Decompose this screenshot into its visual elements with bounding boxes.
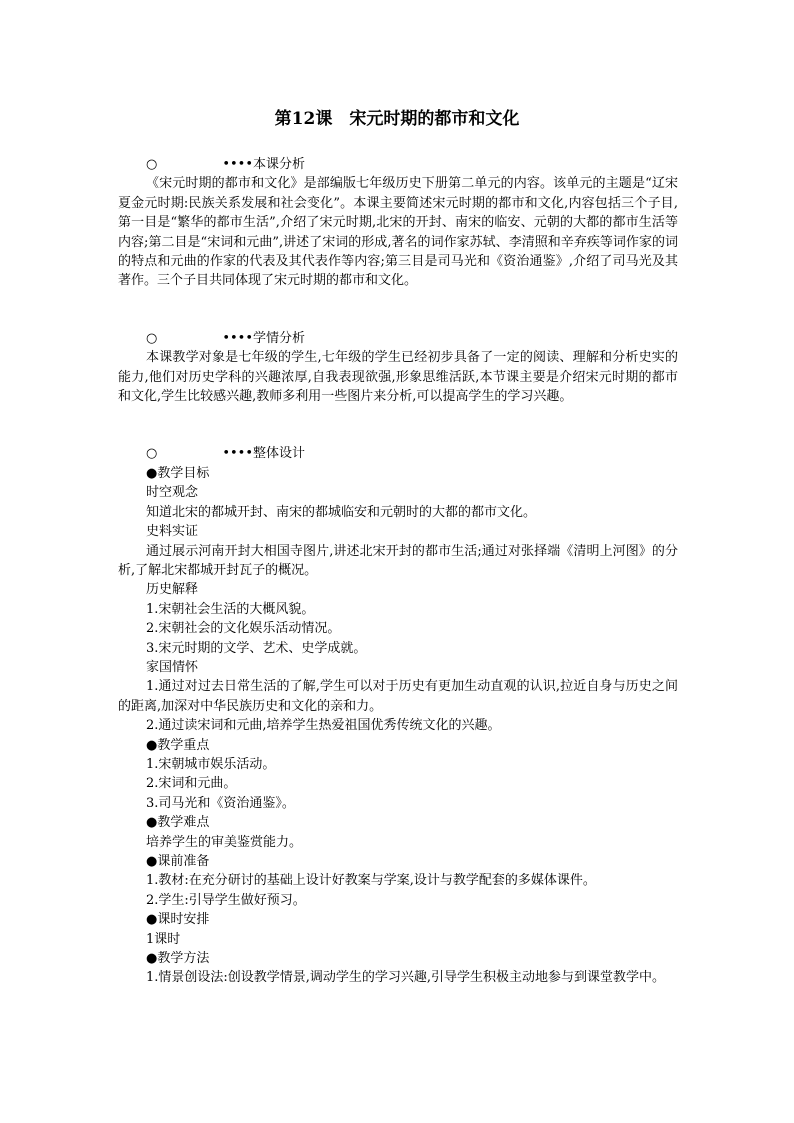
student-analysis-paragraph: 本课教学对象是七年级的学生,七年级的学生已经初步具备了一定的阅读、理解和分析史实的能力,他们对历史学科的兴趣浓厚,自我表现欲强,形象思维活跃,本节课主要是介绍宋元时期的都市和文化,学生比较感兴趣,教师多利用一些图片来分析,可以提高学生的学习兴趣。 — [118, 350, 678, 405]
goal-text: 通过展示河南开封大相国寺图片,讲述北宋开封的都市生活;通过对张择端《清明上河图》的分析,了解北宋都城开封瓦子的概况。 — [118, 543, 678, 578]
list-item: 1.宋朝社会生活的大概风貌。 — [146, 601, 315, 617]
section-heading-overall-design: ○ ••••整体设计 — [146, 446, 306, 462]
subheading-teaching-goals: ●教学目标 — [146, 465, 210, 481]
goal-label-interpretation: 历史解释 — [146, 582, 199, 598]
list-item: 1.情景创设法:创设教学情景,调动学生的学习兴趣,引导学生积极主动地参与到课堂教学中。 — [146, 970, 666, 986]
lesson-analysis-paragraph: 《宋元时期的都市和文化》是部编版七年级历史下册第二单元的内容。该单元的主题是“辽宋夏金元时期:民族关系发展和社会变化”。本课主要简述宋元时期的都市和文化,内容包括三个子目,第一目是“繁华的都市生活”,介绍了宋元时期,北宋的开封、南宋的临安、元朝的大都的都市生活等内容;第二目是“宋词和元曲”,讲述了宋词的形成,著名的词作家苏轼、李清照和辛弃疾等词作家的词的特点和元曲的作家的代表及其代表作等内容;第三目是司马光和《资治通鉴》,介绍了司马光及其著作。三个子目共同体现了宋元时期的都市和文化。 — [118, 176, 678, 289]
lesson-title: 第12课 宋元时期的都市和文化 — [274, 109, 520, 129]
list-item: 3.宋元时期的文学、艺术、史学成就。 — [146, 640, 367, 656]
list-item: 2.学生:引导学生做好预习。 — [146, 892, 306, 908]
goal-text: 知道北宋的都城开封、南宋的都城临安和元朝时的大都的都市文化。 — [146, 504, 537, 520]
document-body — [118, 155, 678, 988]
subheading-key-points: ●教学重点 — [146, 737, 210, 753]
goal-label-patriotism: 家国情怀 — [146, 659, 199, 675]
list-item: 2.通过读宋词和元曲,培养学生热爱祖国优秀传统文化的兴趣。 — [146, 718, 501, 734]
section-heading-student-analysis: ○ ••••学情分析 — [146, 330, 306, 346]
list-item: 2.宋朝社会的文化娱乐活动情况。 — [146, 621, 341, 637]
section-heading-lesson-analysis: ○ ••••本课分析 — [146, 157, 306, 172]
subheading-difficulties: ●教学难点 — [146, 815, 210, 831]
goal-label-space-time: 时空观念 — [146, 485, 199, 501]
difficulty-text: 培养学生的审美鉴赏能力。 — [146, 834, 303, 850]
list-item: 3.司马光和《资治通鉴》。 — [146, 795, 295, 811]
list-item: 1.宋朝城市娱乐活动。 — [146, 756, 276, 772]
list-item: 1.通过对过去日常生活的了解,学生可以对于历史有更加生动直观的认识,拉近自身与历史之间的距离,加深对中华民族历史和文化的亲和力。 — [118, 679, 678, 714]
schedule-text: 1课时 — [146, 931, 181, 947]
list-item: 2.宋词和元曲。 — [146, 776, 237, 792]
subheading-schedule: ●课时安排 — [146, 912, 210, 928]
goal-label-evidence: 史料实证 — [146, 524, 199, 540]
subheading-methods: ●教学方法 — [146, 951, 210, 967]
subheading-preparation: ●课前准备 — [146, 854, 210, 869]
list-item: 1.教材:在充分研讨的基础上设计好教案与学案,设计与教学配套的多媒体课件。 — [146, 873, 596, 889]
